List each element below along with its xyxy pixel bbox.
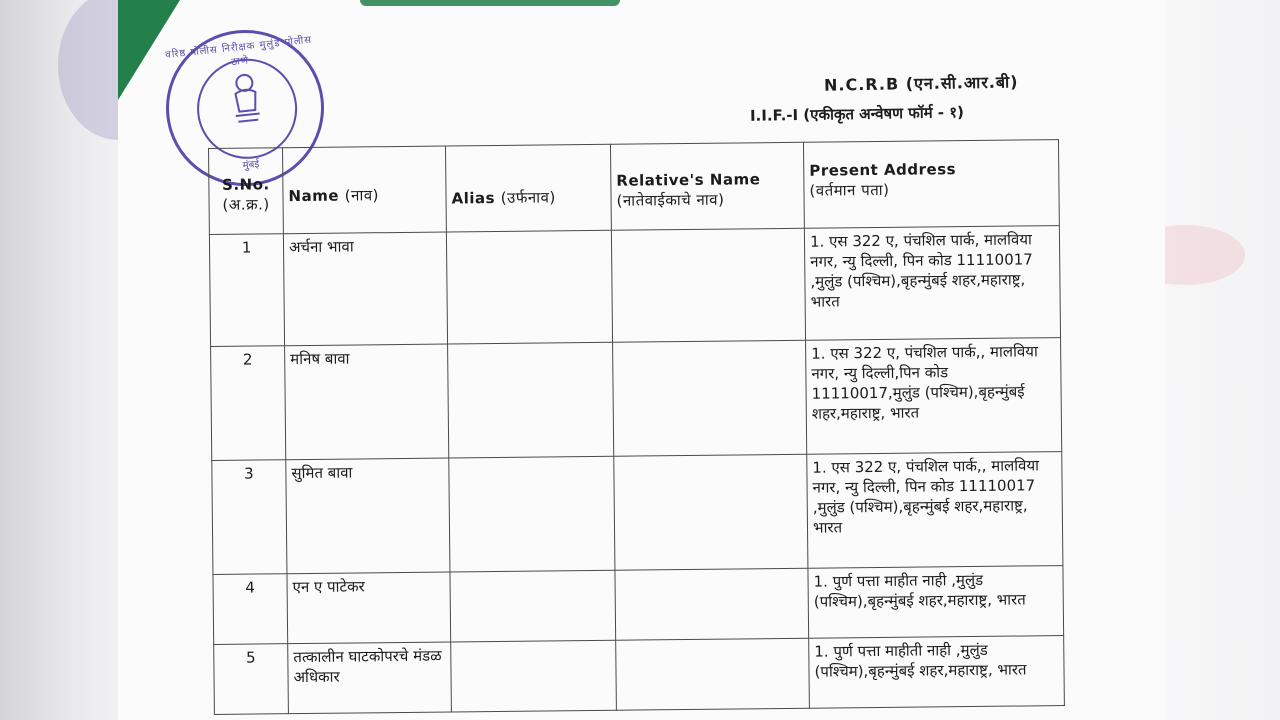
background-left	[0, 0, 118, 720]
row-relative	[613, 340, 807, 456]
background-right	[1165, 0, 1280, 720]
row-alias	[446, 230, 612, 344]
row-sno: 2	[211, 346, 286, 461]
row-sno: 1	[209, 234, 284, 347]
form-heading: I.I.F.-I (एकीकृत अन्वेषण फॉर्म - १)	[749, 103, 965, 125]
row-name: एन ए पाटेकर	[287, 572, 451, 644]
row-alias	[451, 640, 617, 712]
table-row	[214, 636, 1065, 715]
table-row	[213, 566, 1064, 645]
header-address-sub: (वर्तमान पता)	[809, 180, 890, 200]
ncrb-heading: N.C.R.B (एन.सी.आर.बी)	[823, 72, 1019, 95]
row-sno: 4	[213, 574, 288, 645]
row-sno: 3	[212, 460, 287, 575]
table-row	[212, 452, 1063, 575]
row-relative	[616, 638, 810, 710]
row-alias	[450, 570, 616, 642]
table-row	[211, 338, 1062, 461]
row-relative	[611, 228, 805, 342]
row-address: 1. एस 322 ए, पंचशिल पार्क,, मालविया नगर, न्यु दिल्ली, पिन कोड 11110017 ,मुलुंड (पश्चिम),बृहन्मुंबई शहर,महाराष्ट्र, भारत	[807, 452, 1063, 569]
row-address: 1. एस 322 ए, पंचशिल पार्क,, मालविया नगर, न्यु दिल्ली,पिन कोड 11110017,मुलुंड (पश्चिम),बृहन्मुंबई शहर,महाराष्ट्र, भारत	[806, 338, 1062, 455]
row-sno: 5	[214, 644, 289, 715]
header-sno-label: S.No.	[222, 175, 270, 194]
header-address-label: Present Address	[809, 160, 957, 180]
header-name	[283, 146, 447, 234]
table-header-row	[209, 140, 1060, 235]
row-address: 1. पुर्ण पत्ता माहीती नाही ,मुलुंड (पश्चिम),बृहन्मुंबई शहर,महाराष्ट्र, भारत	[809, 636, 1065, 709]
row-address: 1. एस 322 ए, पंचशिल पार्क, मालविया नगर, न्यु दिल्ली, पिन कोड 11110017 ,मुलुंड (पश्चिम),बृहन्मुंबई शहर,महाराष्ट्र, भारत	[804, 226, 1060, 341]
header-sno-sub: (अ.क्र.)	[222, 195, 270, 214]
row-name: तत्कालीन घाटकोपरचे मंडळ अधिकार	[288, 642, 452, 714]
row-alias	[449, 456, 615, 572]
row-name: सुमित बावा	[286, 458, 450, 574]
green-top-strip	[360, 0, 620, 6]
table-row	[209, 226, 1060, 347]
row-relative	[615, 568, 809, 640]
header-relative	[610, 142, 804, 230]
accused-details-table	[208, 139, 1065, 715]
header-name-label: Name	[288, 186, 340, 206]
seal-ring-text: वरिष्ठ पोलीस निरीक्षक मुलुंड पोलीस ठाणे	[164, 34, 313, 69]
header-alias	[445, 144, 611, 232]
header-sno	[209, 148, 284, 235]
header-relative-sub: (नातेवाईकाचे नाव)	[616, 190, 725, 210]
row-name: मनिष बावा	[285, 344, 449, 460]
header-name-sub: (नाव)	[344, 186, 380, 205]
seal-bottom-text: मुंबई	[242, 158, 260, 172]
header-relative-label: Relative's Name	[616, 170, 761, 190]
state-emblem-icon	[223, 69, 269, 131]
row-relative	[614, 454, 808, 570]
row-name: अर्चना भावा	[283, 232, 447, 346]
row-address: 1. पुर्ण पत्ता माहीत नाही ,मुलुंड (पश्चिम),बृहन्मुंबई शहर,महाराष्ट्र, भारत	[808, 566, 1064, 639]
row-alias	[448, 342, 614, 458]
header-address	[803, 140, 1059, 229]
header-alias-sub: (उर्फनाव)	[500, 188, 556, 207]
header-alias-label: Alias	[451, 188, 496, 208]
